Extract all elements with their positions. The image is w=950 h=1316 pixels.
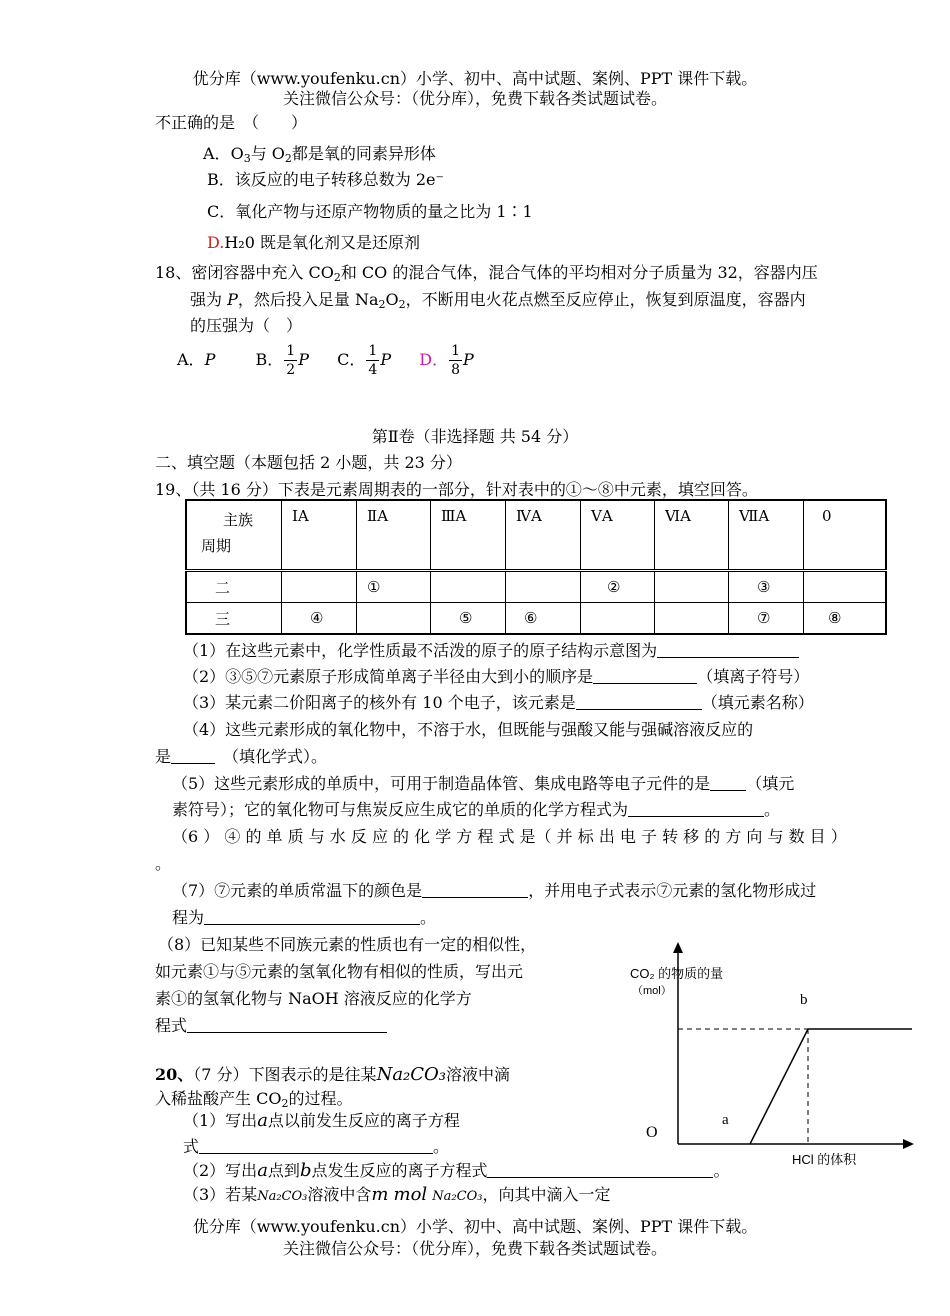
- q19-part-5b: 素符号）；它的氧化物可与焦炭反应生成它的单质的化学方程式为 。: [172, 800, 781, 819]
- periodic-table: [185, 499, 887, 635]
- q19-part-8b: 如元素①与⑤元素的氢氧化物有相似的性质，写出元: [155, 962, 524, 981]
- q20-line-2: 入稀盐酸产生 $CO_2$的过程。: [155, 1089, 353, 1110]
- y-axis-unit: （mol）: [632, 985, 672, 997]
- point-a-label: a: [722, 1112, 729, 1128]
- q19-stem: 19、（共 16 分）下表是元素周期表的一部分，针对表中的①～⑧中元素，填空回答。: [155, 480, 758, 499]
- x-axis-arrow: [903, 1139, 914, 1149]
- q17-stem: 不正确的是 （ ）: [155, 113, 308, 132]
- q18-answer-letter: D．: [419, 350, 449, 369]
- period-label: 二: [186, 571, 282, 603]
- q18-line-3: 的压强为（ ）: [190, 316, 303, 335]
- group-header: ⅠA: [282, 500, 357, 571]
- y-axis-arrow: [673, 942, 683, 953]
- q20-line-1: 20、（7 分）下图表示的是往某Na₂CO₃溶液中滴: [155, 1064, 511, 1085]
- group-header: ⅤA: [581, 500, 655, 571]
- q19-part-2: （2）③⑤⑦元素原子形成简单离子半径由大到小的顺序是 （填离子符号）: [183, 667, 810, 686]
- q18-line-2: 强为 P，然后投入足量 $Na_2O_2$，不断用电火花点燃至反应停止，恢复到原温度，容器内: [190, 290, 806, 311]
- q19-part-8d: 程式: [155, 1013, 387, 1036]
- q19-part-3: （3）某元素二价阳离子的核外有 10 个电子，该元素是 （填元素名称）: [183, 693, 814, 712]
- q20-part-1b: 式 。: [183, 1137, 450, 1156]
- period-label: 三: [186, 603, 282, 635]
- y-axis-label: CO₂ 的物质的量: [630, 966, 724, 981]
- q20-part-3: （3）若某Na₂CO₃溶液中含m mol Na₂CO₃，向其中滴入一定: [183, 1184, 611, 1205]
- table-cell: ⑦: [729, 603, 804, 635]
- table-cell: ③: [729, 571, 804, 603]
- group-header: ⅦA: [729, 500, 804, 571]
- q17-option-a: A．$O_3$与 $O_2$都是氧的同素异形体: [203, 144, 436, 165]
- group-header: 0: [804, 500, 887, 571]
- header-line-1: 优分库（www.youfenku.cn）小学、初中、高中试题、案例、PPT 课件下载。: [192, 69, 758, 88]
- table-cell: [655, 603, 729, 635]
- group-header: ⅡA: [357, 500, 431, 571]
- q20-part-2: （2）写出a点到b点发生反应的离子方程式 。: [183, 1160, 730, 1181]
- table-cell: [581, 603, 655, 635]
- q17-option-d: D.H₂0 既是氧化剂又是还原剂: [207, 233, 420, 252]
- q19-part-7a: （7）⑦元素的单质常温下的颜色是 ，并用电子式表示⑦元素的氢化物形成过: [172, 881, 817, 900]
- section2-title: 第Ⅱ卷（非选择题 共 54 分）: [371, 427, 579, 446]
- q19-part-4b: 是 （填化学式）。: [155, 747, 328, 766]
- q20-part-1a: （1）写出a点以前发生反应的离子方程: [183, 1110, 460, 1131]
- q19-part-8c: 素①的氢氧化物与 NaOH 溶液反应的化学方: [155, 989, 472, 1008]
- q19-part-6b: 。: [155, 854, 172, 873]
- table-cell: ⑧: [804, 603, 887, 635]
- q19-part-5a: （5）这些元素形成的单质中，可用于制造晶体管、集成电路等电子元件的是 （填元: [172, 774, 795, 793]
- header-line-2: 关注微信公众号：（优分库），免费下载各类试题试卷。: [282, 89, 667, 108]
- table-cell: ⑥: [506, 603, 581, 635]
- table-cell: ②: [581, 571, 655, 603]
- co2-curve: [750, 1029, 912, 1144]
- table-cell: [357, 603, 431, 635]
- origin-label: O: [646, 1124, 658, 1141]
- group-header: ⅣA: [506, 500, 581, 571]
- q19-part-6a: （6 ） ④ 的 单 质 与 水 反 应 的 化 学 方 程 式 是（ 并 标 出 电 子 转 移 的 方 向 与 数 目 ）: [172, 827, 847, 846]
- table-cell: [431, 571, 506, 603]
- table-cell: ⑤: [431, 603, 506, 635]
- q19-part-4a: （4）这些元素形成的氧化物中，不溶于水，但既能与强酸又能与强碱溶液反应的: [183, 720, 754, 739]
- q17-option-c: C．氧化产物与还原产物物质的量之比为 1∶1: [207, 202, 533, 221]
- table-cell: ①: [357, 571, 431, 603]
- table-cell: ④: [282, 603, 357, 635]
- q19-part-8a: （8）已知某些不同族元素的性质也有一定的相似性，: [158, 935, 537, 954]
- group-header: ⅢA: [431, 500, 506, 571]
- q18-options: A．P B． $\frac{1}{2}$ P C． $\frac{1}{4}$ P D． $\frac{1}{8}$ P: [177, 343, 474, 378]
- q19-part-1: （1）在这些元素中，化学性质最不活泼的原子的原子结构示意图为: [183, 638, 799, 661]
- q17-answer-letter: D.: [207, 233, 225, 252]
- section2-subtitle: 二、填空题（本题包括 2 小题，共 23 分）: [155, 453, 462, 472]
- q17-option-b: B．该反应的电子转移总数为 2e⁻: [207, 170, 444, 189]
- q18-line-1: 18、密闭容器中充入 $CO_2$和 CO 的混合气体，混合气体的平均相对分子质量为 32，容器内压: [155, 263, 818, 284]
- q19-part-7b: 程为 。: [172, 908, 437, 927]
- table-cell: [804, 571, 887, 603]
- table-cell: [506, 571, 581, 603]
- table-cell: [282, 571, 357, 603]
- group-header: ⅥA: [655, 500, 729, 571]
- footer-line-1: 优分库（www.youfenku.cn）小学、初中、高中试题、案例、PPT 课件下载。: [192, 1217, 758, 1236]
- x-axis-label: HCl 的体积: [792, 1152, 857, 1167]
- co2-graph: [620, 940, 920, 1170]
- footer-line-2: 关注微信公众号：（优分库），免费下载各类试题试卷。: [282, 1239, 667, 1258]
- table-cell: [655, 571, 729, 603]
- table-corner: 主族 周期: [186, 500, 282, 571]
- point-b-label: b: [800, 992, 808, 1008]
